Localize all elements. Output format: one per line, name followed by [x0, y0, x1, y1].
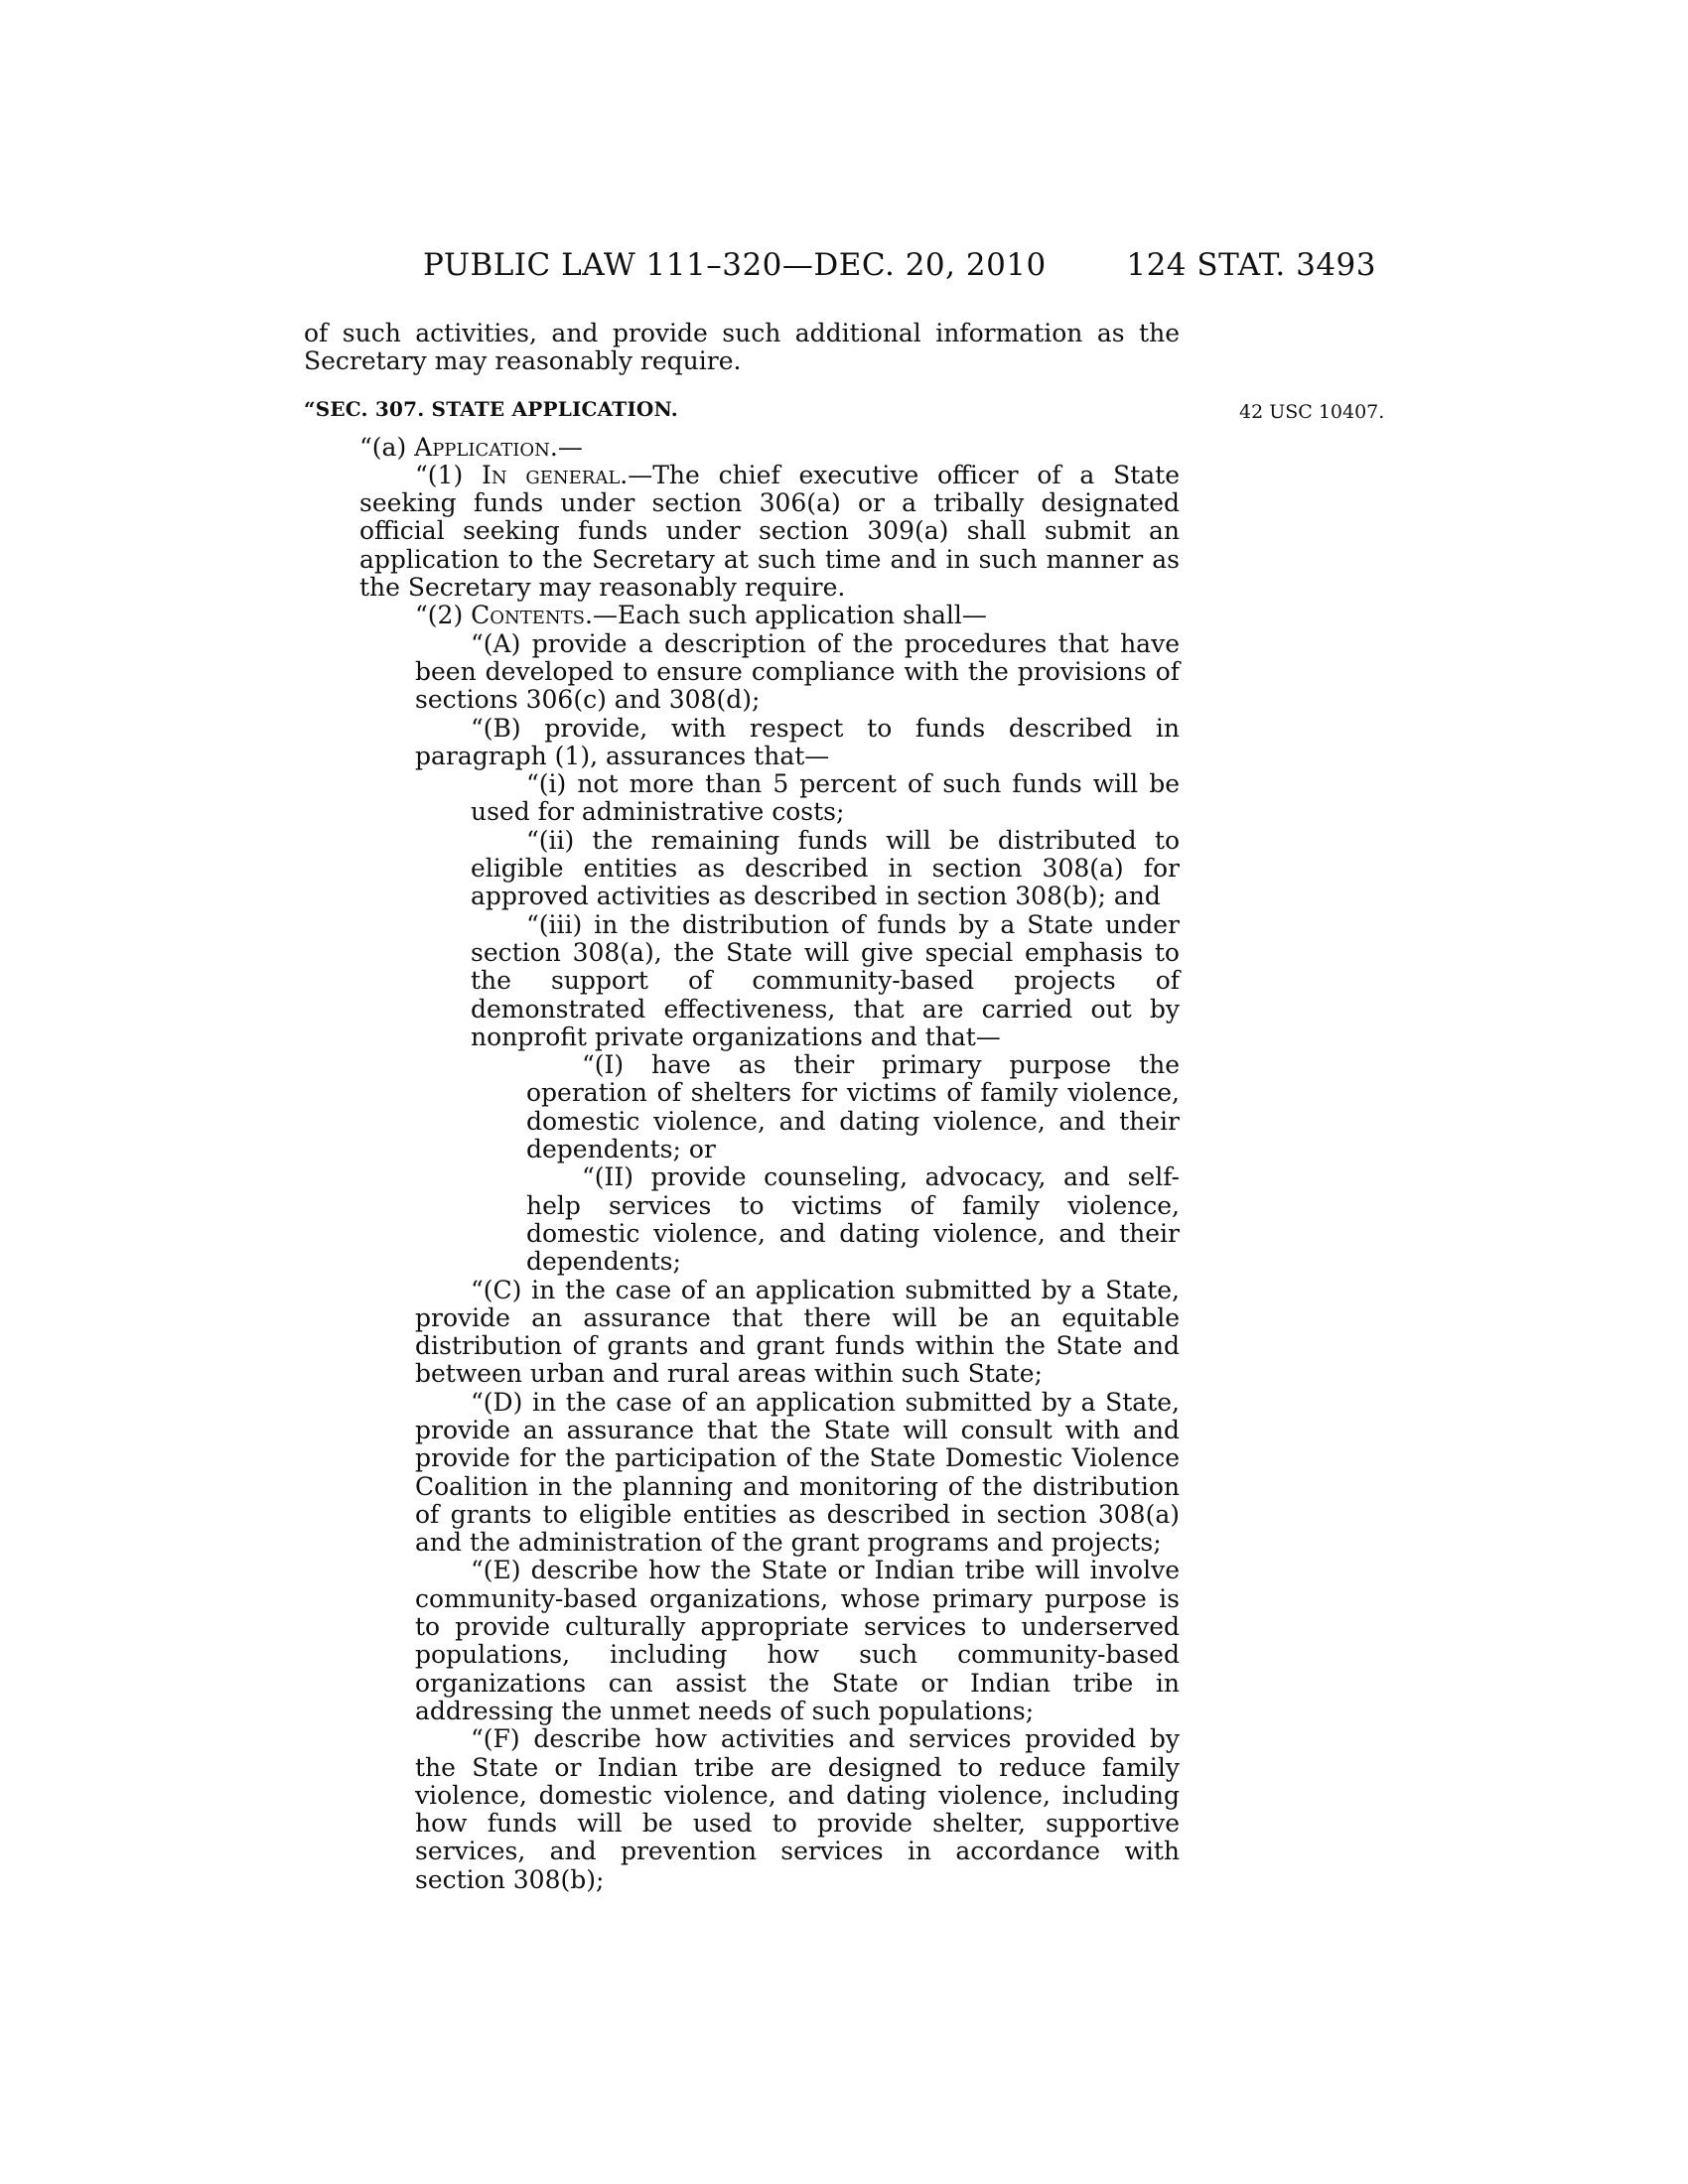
law-title: PUBLIC LAW 111–320—DEC. 20, 2010 — [423, 247, 1047, 283]
continuation-paragraph: of such activities, and provide such additional information as the Secretary may reasonably require. — [304, 319, 1180, 376]
paragraph-1 — [304, 462, 1180, 602]
stat-page-number: 124 STAT. 3493 — [1126, 247, 1376, 283]
subparagraph-C: “(C) in the case of an application submitted by a State, provide an assurance that there will be an equitable distribution of grants and grant funds within the State and between urban and rural areas within such State; — [415, 1275, 1180, 1389]
paragraph-1-text: .—The chief executive officer of a State seeking funds under section 306(a) or a tribally designated official seeking funds under section 309(a) shall submit an application to the Secretary at such time and in such manner as the Secretary may reasonably require. — [359, 460, 1180, 603]
subsection-a-dash: .— — [549, 432, 583, 462]
paragraph-2-text: .—Each such application shall— — [585, 601, 987, 630]
clause-i: “(i) not more than 5 percent of such funds will be used for administrative costs; — [471, 769, 1180, 827]
statute-body — [304, 320, 1180, 1894]
usc-margin-note: 42 USC 10407. — [1239, 401, 1385, 423]
paragraph-1-caption: In general — [481, 460, 621, 489]
subsection-a-open: “(a) — [359, 432, 415, 462]
subparagraph-B: “(B) provide, with respect to funds described in paragraph (1), assurances that— — [415, 713, 1180, 770]
subparagraph-F: “(F) describe how activities and services provided by the State or Indian tribe are designed to reduce family violence, domestic violence, and dating violence, including how funds will be used to provide shelter, supportive services, and prevention services in accordance with section 308(b); — [415, 1724, 1180, 1894]
paragraph-2-caption: Contents — [471, 601, 586, 630]
subclause-I: “(I) have as their primary purpose the operation of shelters for victims of family violence, domestic violence, and dating violence, and their dependents; or — [526, 1050, 1180, 1164]
subsection-a-caption: Application — [414, 432, 550, 462]
subparagraph-A: “(A) provide a description of the procedures that have been developed to ensure compliance with the provisions of sections 306(c) and 308(d); — [415, 628, 1180, 715]
subparagraph-D: “(D) in the case of an application submitted by a State, provide an assurance that the State will consult with and provide for the participation of the State Domestic Violence Coalition in the planning and monitoring of the distribution of grants to eligible entities as described in section 308(a) and the administration of the grant programs and projects; — [415, 1387, 1180, 1558]
subsection-a — [304, 434, 1180, 462]
clause-iii: “(iii) in the distribution of funds by a State under section 308(a), the State will give special emphasis to the support of community-based projects of demonstrated effectiveness, that are carried out by nonprofit private organizations and that— — [471, 909, 1180, 1051]
subclause-II: “(II) provide counseling, advocacy, and self-help services to victims of family violence, domestic violence, and dating violence, and their dependents; — [526, 1162, 1180, 1277]
paragraph-2-open: “(2) — [415, 601, 472, 630]
subparagraph-E: “(E) describe how the State or Indian tribe will involve community-based organizations, whose primary purpose is to provide culturally appropriate services to underserved populations, including how such community-based organizations can assist the State or Indian tribe in addressing the unmet needs of such populations; — [415, 1556, 1180, 1725]
paragraph-1-open: “(1) — [415, 460, 482, 489]
clause-ii: “(ii) the remaining funds will be distributed to eligible entities as described in section 308(a) for approved activities as described in section 308(b); and — [471, 825, 1180, 911]
paragraph-2 — [304, 602, 1180, 629]
section-heading: “SEC. 307. STATE APPLICATION. — [304, 396, 678, 421]
